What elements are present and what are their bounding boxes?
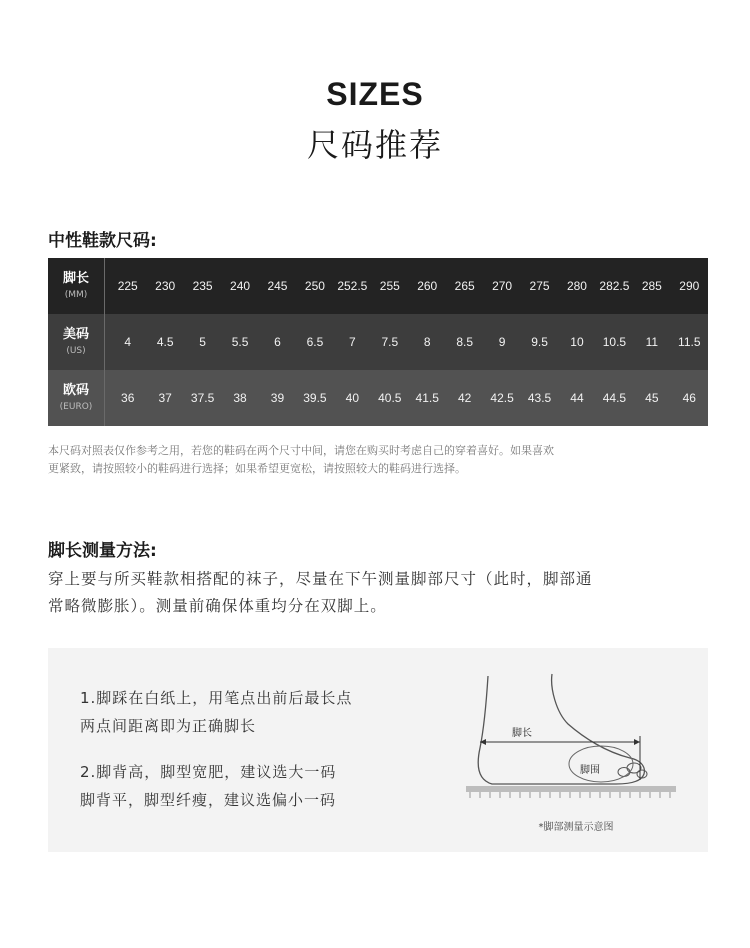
page-title-en: SIZES xyxy=(326,76,424,112)
step-item xyxy=(80,758,440,814)
row-unit: (EURO) xyxy=(59,401,93,412)
foot-outline xyxy=(478,674,644,784)
table-cell: 225 xyxy=(117,279,138,293)
table-cell: 40 xyxy=(345,391,360,405)
table-cell: 39 xyxy=(270,391,285,405)
table-cell: 37.5 xyxy=(190,391,215,405)
table-cell: 36 xyxy=(121,391,135,405)
table-cell: 6 xyxy=(274,335,281,349)
step-list xyxy=(80,684,440,832)
table-cell: 282.5 xyxy=(599,279,630,293)
table-cell: 42 xyxy=(457,391,472,405)
table-cell: 37 xyxy=(158,391,172,405)
method-section-title: 脚长测量方法: xyxy=(48,541,157,561)
table-cell: 41.5 xyxy=(415,391,439,405)
row-header xyxy=(48,258,105,314)
table-cell: 7.5 xyxy=(381,335,399,349)
table-cell: 46 xyxy=(682,391,696,405)
table-cell: 11.5 xyxy=(678,335,701,349)
table-cell: 4.5 xyxy=(156,335,174,349)
size-note-line: 更紧致，请按照较小的鞋码进行选择；如果希望更宽松，请按照较大的鞋码进行选择。 xyxy=(48,462,466,475)
toe-shape xyxy=(618,768,630,777)
table-cell: 6.5 xyxy=(306,335,324,349)
row-header xyxy=(48,314,105,370)
size-table xyxy=(48,258,708,426)
table-cell: 4 xyxy=(124,335,132,349)
size-section-title: 中性鞋款尺码: xyxy=(48,231,157,251)
girth-loop xyxy=(569,746,633,782)
table-cell: 10 xyxy=(570,335,584,349)
table-row-euro-size xyxy=(48,370,708,426)
table-cell: 290 xyxy=(679,279,700,293)
table-cell: 44.5 xyxy=(602,391,627,405)
toe-shape xyxy=(627,763,641,773)
table-cell: 275 xyxy=(529,279,550,293)
length-label: 脚长 xyxy=(512,728,532,739)
table-cell: 44 xyxy=(570,391,584,405)
table-cell: 235 xyxy=(192,279,213,293)
table-cell: 11 xyxy=(645,335,659,349)
method-description xyxy=(48,566,712,620)
table-cell: 40.5 xyxy=(378,391,402,405)
table-cell: 45 xyxy=(645,391,659,405)
table-cell: 255 xyxy=(379,279,400,293)
row-label: 美码 xyxy=(62,326,89,342)
table-row-us-size xyxy=(48,314,708,370)
method-line: 穿上要与所买鞋款相搭配的袜子，尽量在下午测量脚部尺寸（此时，脚部通 xyxy=(48,570,593,588)
ground-hatch xyxy=(470,792,670,798)
size-note-line: 本尺码对照表仅作参考之用，若您的鞋码在两个尺寸中间，请您在购买时考虑自己的穿着喜好。如果喜欢 xyxy=(48,444,554,457)
table-cell: 280 xyxy=(566,279,587,293)
table-cell: 260 xyxy=(417,279,438,293)
row-header xyxy=(48,370,105,426)
table-cell: 7 xyxy=(349,335,356,349)
foot-diagram xyxy=(466,668,686,838)
row-label: 欧码 xyxy=(62,382,89,398)
page-title-cn: 尺码推荐 xyxy=(306,126,443,164)
row-unit: (US) xyxy=(66,345,86,356)
table-cell: 8.5 xyxy=(456,335,473,349)
table-cell: 250 xyxy=(304,279,325,293)
table-cell: 10.5 xyxy=(602,335,627,349)
step-line: 脚背平，脚型纤瘦，建议选偏小一码 xyxy=(80,791,337,809)
girth-label: 脚围 xyxy=(580,765,600,776)
table-row-foot-length xyxy=(48,258,708,314)
row-label: 脚长 xyxy=(62,270,89,286)
table-cell: 252.5 xyxy=(337,279,368,293)
table-cell: 9 xyxy=(498,335,506,349)
length-arrow-head xyxy=(634,739,640,745)
table-cell: 245 xyxy=(267,279,288,293)
table-cell: 285 xyxy=(641,279,662,293)
step-line: 1.脚踩在白纸上，用笔点出前后最长点 xyxy=(80,689,353,707)
table-cell: 270 xyxy=(492,279,513,293)
table-cell: 265 xyxy=(454,279,475,293)
table-cell: 39.5 xyxy=(303,391,327,405)
step-line: 两点间距离即为正确脚长 xyxy=(80,717,257,735)
table-cell: 38 xyxy=(233,391,247,405)
table-cell: 240 xyxy=(230,279,251,293)
measurement-panel xyxy=(48,648,708,852)
foot-illustration xyxy=(466,668,686,838)
table-cell: 43.5 xyxy=(527,391,552,405)
table-cell: 9.5 xyxy=(531,335,548,349)
table-cell: 5 xyxy=(199,335,206,349)
step-line: 2.脚背高，脚型宽肥，建议选大一码 xyxy=(80,763,337,781)
table-cell: 8 xyxy=(423,335,431,349)
method-line: 常略微膨胀）。测量前确保体重均分在双脚上。 xyxy=(48,597,387,615)
ground-strip xyxy=(466,786,676,792)
table-cell: 5.5 xyxy=(231,335,249,349)
row-unit: (MM) xyxy=(64,289,88,300)
table-cell: 42.5 xyxy=(490,391,514,405)
size-note xyxy=(48,442,712,478)
table-cell: 230 xyxy=(155,279,176,293)
step-item xyxy=(80,684,440,740)
diagram-caption: *脚部测量示意图 xyxy=(538,822,614,833)
